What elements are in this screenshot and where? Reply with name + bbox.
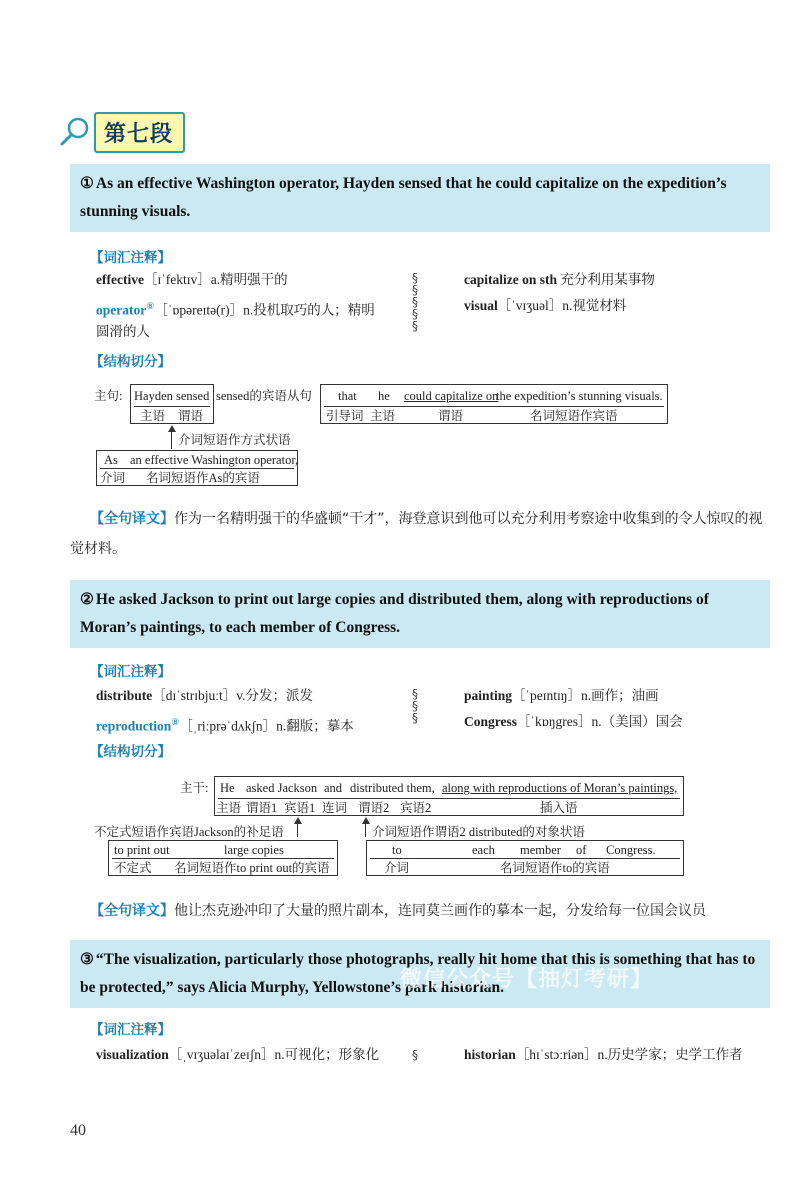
translation-2: 【全句译文】他让杰克逊冲印了大量的照片副本，连同莫兰画作的摹本一起，分发给每一位国会议员 <box>90 903 706 919</box>
vocab-item: capitalize on sth 充分利用某事物 <box>464 272 655 287</box>
sentence-number: ② <box>80 591 94 608</box>
page-number: 40 <box>70 1122 86 1139</box>
vocab-item: distribute［dɪˈstrɪbjuːt］v.分发；派发 <box>96 688 314 703</box>
divider: § <box>412 1048 418 1062</box>
magnifier-icon <box>58 115 92 149</box>
sentence-number: ① <box>80 175 94 192</box>
section-title: 第七段 <box>94 112 185 153</box>
sentence-text: He asked Jackson to print out large copies and distributed them, along with reproductions of Moran’s paintings, to each member of Congress. <box>80 591 709 636</box>
sentence-2 <box>70 580 770 648</box>
sentence-text: As an effective Washington operator, Hayden sensed that he could capitalize on the expedition’s stunning visuals. <box>80 175 727 220</box>
divider: § § § <box>412 687 418 725</box>
translation-1: 【全句译文】作为一名精明强干的华盛顿“干才”，海登意识到他可以充分利用考察途中收集到的令人惊叹的视觉材料。 <box>70 511 763 557</box>
vocab-item: painting［ˈpeɪntɪŋ］n.画作；油画 <box>464 688 659 703</box>
vocab-tag: 【词汇注释】 <box>90 1022 171 1038</box>
vocab-item: historian［hɪˈstɔːriən］n.历史学家；史学工作者 <box>464 1047 743 1062</box>
sentence-number: ③ <box>80 951 94 968</box>
vocab-tag: 【词汇注释】 <box>90 664 171 680</box>
vocab-tag: 【词汇注释】 <box>90 250 171 266</box>
structure-tag: 【结构切分】 <box>90 354 171 370</box>
vocab-item: visualization［ˌvɪʒuəlaɪˈzeɪʃn］n.可视化；形象化 <box>96 1047 380 1062</box>
vocab-item: reproduction⑧［ˌriːprəˈdʌkʃn］n.翻版；摹本 <box>96 717 354 734</box>
watermark: 微信公众号【抽灯考研】 <box>400 967 654 992</box>
vocab-item: Congress［ˈkɒŋgres］n.（美国）国会 <box>464 714 683 729</box>
vocab-item: visual［ˈvɪʒuəl］n.视觉材料 <box>464 298 627 313</box>
vocab-item-continuation: 圆滑的人 <box>96 324 150 339</box>
sentence-text: “The visualization, particularly those photographs, really hit home that this is something that has to be protected,” says Alicia Murphy, Yellowstone’s park historian. <box>80 951 756 996</box>
vocab-item: operator⑧［ˈɒpəreɪtə(r)］n.投机取巧的人；精明 <box>96 301 375 318</box>
sentence-1 <box>70 164 770 232</box>
divider: § § § § § <box>412 271 418 333</box>
vocab-item: effective［ɪˈfektɪv］a.精明强干的 <box>96 272 288 287</box>
section-header <box>58 112 185 152</box>
structure-tag: 【结构切分】 <box>90 744 171 760</box>
